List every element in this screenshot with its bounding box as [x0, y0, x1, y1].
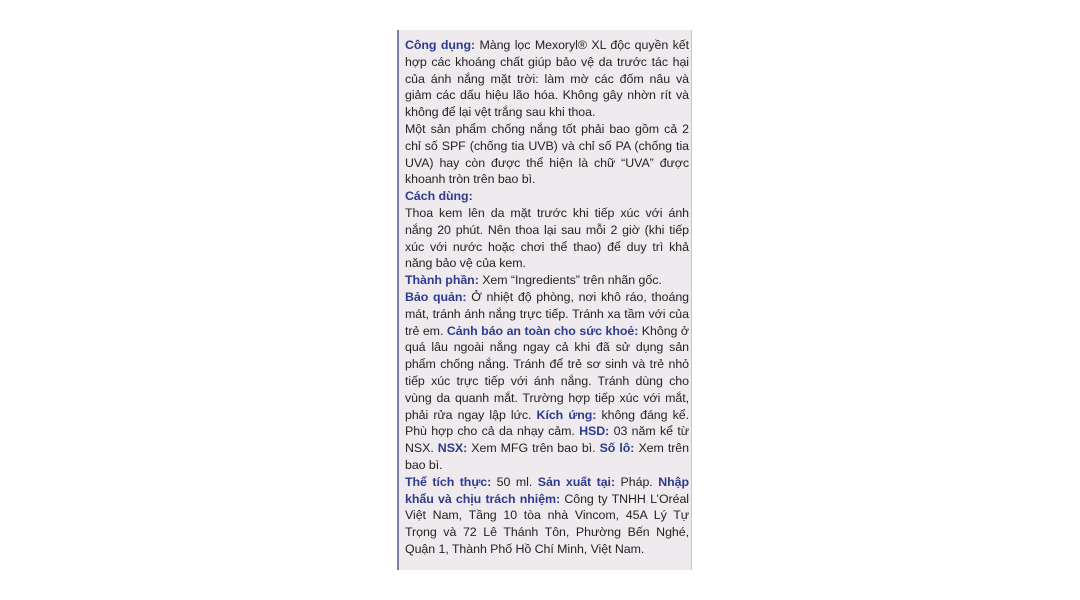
safety-warning-text: Không ở quá lâu ngoài nắng ngay cả khi đã sử dụng sản phẩm chống nắng. Tránh để trẻ sơ sinh và trẻ nhỏ tiếp xúc trực tiếp với ánh nắng. Tránh dùng cho vùng da quanh mắt. Trường hợp tiếp xúc với mắt, phải rửa ngay lập lức. [405, 323, 689, 422]
uses-heading: Công dụng: [405, 38, 476, 52]
ingredients-text: Xem “Ingredients” trên nhãn gốc. [478, 273, 662, 288]
batch-number-heading: Số lô: [599, 441, 635, 456]
made-in-heading: Sản xuất tại: [537, 474, 616, 489]
volume-origin-importer-paragraph [405, 474, 689, 558]
storage-heading: Bảo quản: [405, 289, 467, 304]
product-label-panel [397, 30, 692, 570]
irritation-text: không đáng kể. Phù hợp cho cả da nhạy cảm. [405, 407, 689, 439]
directions-paragraph: Thoa kem lên da mặt trước khi tiếp xúc với ánh nắng 20 phút. Nên thoa lại sau mỗi 2 giờ (khi tiếp xúc với nước hoặc chơi thể thao) để duy trì khả năng bảo vệ của kem. [405, 205, 689, 271]
uses-paragraph [405, 37, 689, 121]
batch-number-text: Xem trên bao bì. [405, 441, 689, 472]
irritation-heading: Kích ứng: [536, 407, 597, 422]
directions-heading-line [405, 188, 689, 205]
expiry-heading: HSD: [579, 424, 610, 439]
uses-text: Màng lọc Mexoryl® XL độc quyền kết hợp các khoáng chất giúp bảo vệ da trước tác hại của ánh nắng mặt trời: làm mờ các đốm nâu và giảm các dấu hiệu lão hóa. Không gây nhờn rít và không để lại vệt trắng sau khi thoa. [405, 38, 689, 120]
spf-note-paragraph: Một sản phẩm chống nắng tốt phải bao gồm cả 2 chỉ số SPF (chống tia UVB) và chỉ số PA (chống tia UVA) hay còn được thể hiện là chữ “UVA” được khoanh tròn trên bao bì. [405, 121, 689, 187]
ingredients-heading: Thành phần: [405, 273, 479, 288]
made-in-text: Pháp. [615, 474, 659, 489]
expiry-text: 03 năm kể từ NSX. [405, 424, 689, 456]
importer-heading: Nhập khẩu và chịu trách nhiệm: [405, 474, 689, 506]
manufacture-date-text: Xem MFG trên bao bì. [467, 441, 600, 456]
storage-warning-paragraph [405, 289, 689, 474]
directions-heading: Cách dùng: [405, 189, 473, 204]
manufacture-date-heading: NSX: [437, 441, 468, 456]
safety-warning-heading: Cảnh báo an toàn cho sức khoẻ: [446, 323, 639, 338]
importer-text: Công ty TNHH L’Oréal Việt Nam, Tầng 10 tòa nhà Vincom, 45A Lý Tự Trọng và 72 Lê Thánh Tôn, Phường Bến Nghé, Quận 1, Thành Phố Hồ Chí Minh, Việt Nam. [405, 491, 689, 556]
label-text-block [405, 37, 689, 558]
net-volume-heading: Thể tích thực: [405, 474, 492, 489]
storage-text: Ở nhiệt độ phòng, nơi khô ráo, thoáng mát, tránh ánh nắng trực tiếp. Tránh xa tầm với của trẻ em. [405, 289, 689, 338]
net-volume-text: 50 ml. [491, 474, 538, 489]
ingredients-paragraph [405, 272, 689, 289]
